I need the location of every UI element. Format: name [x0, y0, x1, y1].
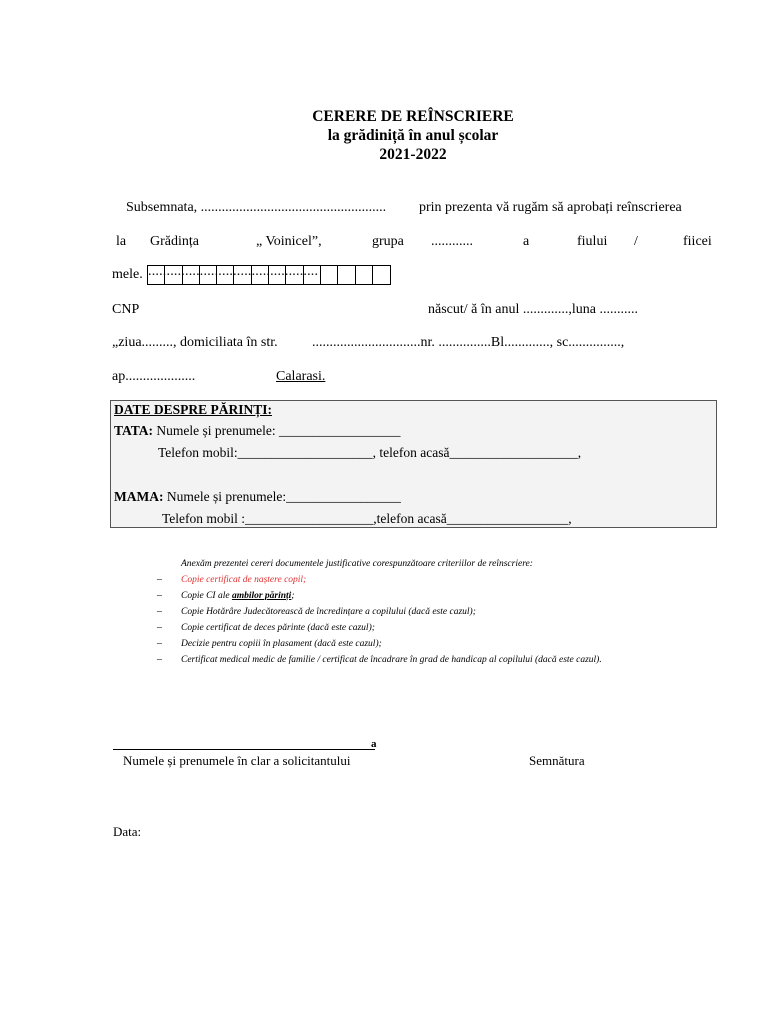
- grupa-dots: ............: [431, 234, 473, 249]
- slash-text: /: [634, 234, 638, 249]
- title-line-1: CERERE DE REÎNSCRIERE: [312, 108, 514, 125]
- ap-text: ap....................: [112, 369, 196, 384]
- dash-icon: –: [157, 574, 162, 585]
- parents-heading: DATE DESPRE PĂRINȚI:: [114, 402, 273, 417]
- attachment-item: Certificat medical medic de familie / certificat de încadrare în grad de handicap al copilului (dacă este cazul).: [181, 655, 602, 665]
- subsemnata-text: Subsemnata, .....................................................: [126, 200, 387, 215]
- signature-label: Semnătura: [529, 753, 585, 768]
- tata-label: TATA:: [114, 423, 153, 438]
- mama-line: [114, 489, 401, 505]
- cnp-box[interactable]: [373, 266, 390, 284]
- mama-name-field[interactable]: Numele și prenumele:_________________: [163, 489, 401, 504]
- attachment-item: [181, 591, 295, 601]
- attachment-item-text: Copie CI ale: [181, 591, 232, 601]
- attachment-item: Copie certificat de deces părinte (dacă este cazul);: [181, 623, 375, 633]
- voinicel-text: „ Voinicel”,: [256, 234, 322, 249]
- tata-line: [114, 423, 400, 439]
- gradinita-text: Grădința: [150, 234, 199, 249]
- mama-phone-field[interactable]: Telefon mobil :___________________,telefon acasă__________________,: [162, 511, 572, 526]
- dash-icon: –: [157, 654, 162, 665]
- mama-label: MAMA:: [114, 489, 164, 504]
- a-text: a: [523, 234, 530, 249]
- cnp-label: CNP: [112, 302, 140, 317]
- date-label: Data:: [113, 824, 142, 839]
- title-line-3: 2021-2022: [379, 146, 447, 163]
- cnp-box[interactable]: [321, 266, 338, 284]
- tata-phone-field[interactable]: Telefon mobil:____________________, telefon acasă___________________,: [158, 445, 582, 460]
- title-line-2: la grădiniță în anul școlar: [327, 127, 499, 144]
- cnp-dots: ..............................................: [148, 264, 319, 279]
- tata-name-field[interactable]: Numele și prenumele: __________________: [153, 423, 401, 438]
- dash-icon: –: [157, 622, 162, 633]
- la-text: la: [116, 234, 127, 249]
- dash-icon: –: [157, 638, 162, 649]
- request-text: prin prezenta vă rugăm să aprobați reînscrierea: [419, 200, 682, 215]
- nascut-text: născut/ ă în anul .............,luna ...........: [428, 302, 638, 317]
- attachment-item: Decizie pentru copiii în plasament (dacă este cazul);: [181, 639, 382, 649]
- attachment-item: Copie certificat de naștere copil;: [181, 575, 307, 585]
- attachments-intro: Anexăm prezentei cereri documentele justificative corespunzătoare criteriilor de reînscriere:: [181, 559, 533, 569]
- parents-box: [110, 400, 717, 528]
- signature-name-line[interactable]: [113, 749, 375, 750]
- name-label: Numele și prenumele în clar a solicitantului: [123, 753, 351, 768]
- cnp-box[interactable]: [356, 266, 373, 284]
- attachment-item: Copie Hotărâre Judecătorească de încredințare a copilului (dacă este cazul);: [181, 607, 476, 617]
- attachment-item-emphasis: ambilor părinți: [231, 591, 292, 601]
- mele-text: mele.: [112, 267, 143, 282]
- ziua-text: „ziua........., domiciliata în str.: [112, 335, 278, 350]
- grupa-text: grupa: [372, 234, 404, 249]
- attachment-item-end: ;: [291, 591, 295, 601]
- city-text: Calarasi.: [276, 369, 326, 384]
- dash-icon: –: [157, 606, 162, 617]
- address-text: ...............................nr. ...............Bl............., sc...............,: [312, 335, 625, 350]
- fiicei-text: fiicei: [683, 234, 712, 249]
- cnp-box[interactable]: [338, 266, 355, 284]
- signature-line-suffix: a: [371, 738, 377, 750]
- dash-icon: –: [157, 590, 162, 601]
- fiului-text: fiului: [577, 234, 608, 249]
